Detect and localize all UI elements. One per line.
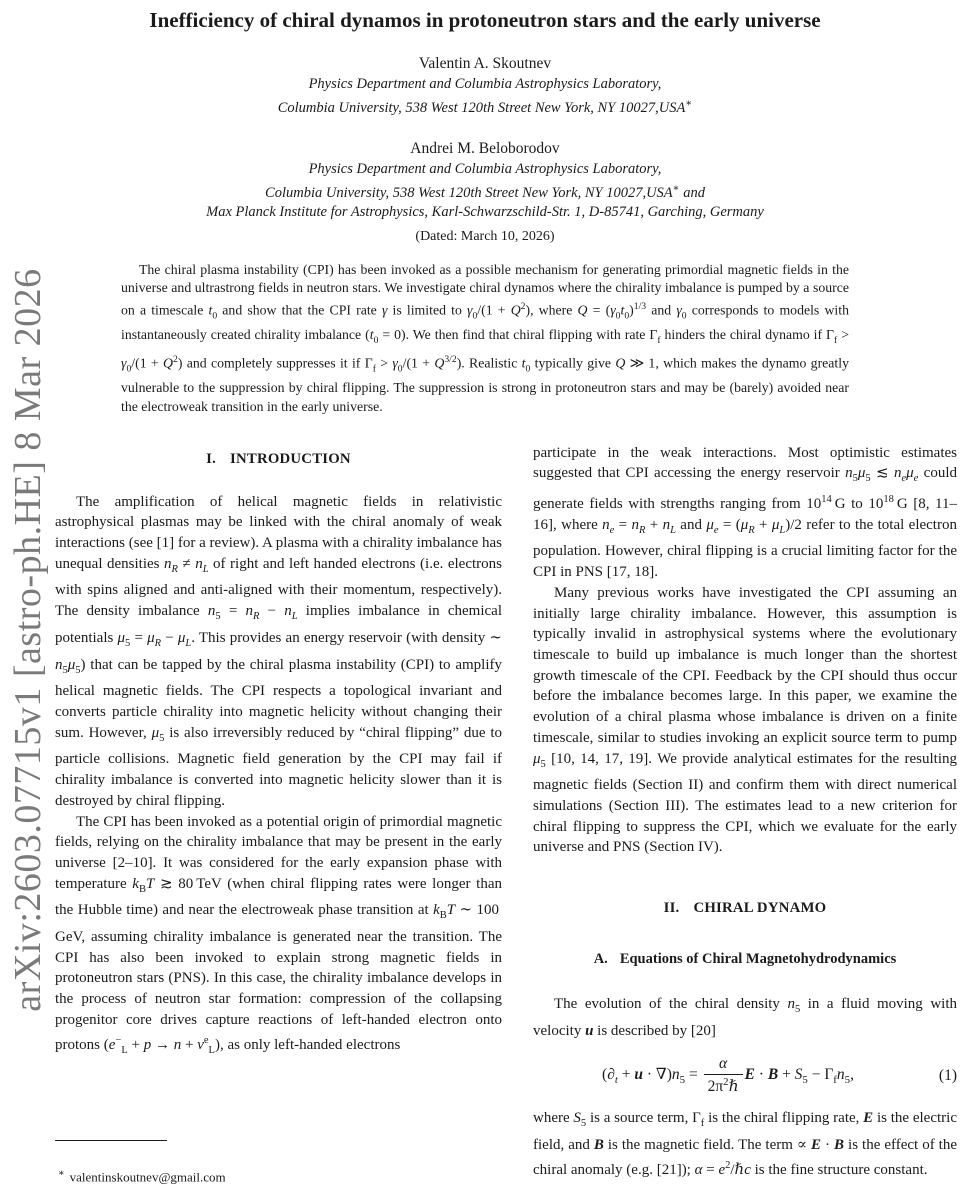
author-affiliation-2: Physics Department and Columbia Astrophysics Laboratory, Columbia University, 538 West 120th Street New York, NY 10027,USA∗ and Max Planck Institute for Astrophysics, Karl-Schwarzschild-Str. 1, D-85741, Garching, Germany [206, 160, 764, 220]
intro-paragraph-2: The CPI has been invoked as a potential origin of primordial magnetic fields, relying on the chirality imbalance that may be present in the early universe [2–10]. It was considered for the early expansion phase with temperature $k_BT$ ≳ 80 TeV (when chiral flipping rates were longer than the Hubble time) and near the electroweak phase transition at $k_BT$ ∼ 100 GeV, assuming chirality imbalance is generated near the transition. The CPI has also been invoked to explain strong magnetic fields in protoneutron stars (PNS). In this case, the chirality imbalance develops in the process of neutron star formation: compression of the collapsing progenitor core drives capture reactions of left-handed electron onto protons $(e^-_L + p \to n + \nu^e_L)$, as only left-handed electrons [55, 813, 502, 1056]
section-title: INTRODUCTION [230, 450, 351, 467]
page-title: Inefficiency of chiral dynamos in protoneutron stars and the early universe [149, 8, 821, 32]
arxiv-watermark: arXiv:2603.07715v1 [astro-ph.HE] 8 Mar 2026 [7, 268, 49, 1012]
equation-explanation-paragraph: where $S_5$ is a source term, $\Gamma_f$ is the chiral flipping rate, E is the electric field, and B is the magnetic field. The term ∝ E · B is the effect of the chiral anomaly (e.g. [21]); $\alpha = e^2/\hbar c$ is the fine structure constant. [533, 1110, 957, 1178]
section-number: II. [663, 900, 680, 917]
equation-1-number: (1) [938, 1066, 957, 1084]
left-column [55, 443, 502, 1181]
equation-1-body: $(\partial_t + u \cdot \nabla)n_5$ = $\frac{\alpha}{2\pi^2\hbar}$ $E \cdot B + S_5 - \Gamma_fn_5$, [602, 1055, 854, 1096]
author-name-2: Andrei M. Beloborodov [410, 139, 560, 157]
section-heading-introduction [55, 451, 502, 468]
author-block-2 [0, 140, 970, 222]
right-column [533, 443, 957, 1181]
author-affiliation-1: Physics Department and Columbia Astrophysics Laboratory, Columbia University, 538 West 120th Street New York, NY 10027,USA∗ [277, 76, 693, 116]
paper-header [0, 0, 970, 245]
intro-paragraph-1: The amplification of helical magnetic fields in relativistic astrophysical plasmas may be linked with the chiral anomaly of weak interactions (see [1] for a review). A plasma with a chirality imbalance has unequal densities $n_R \ne n_L$ of right and left handed electrons (i.e. electrons with spins aligned and anti-aligned with their momentum, respectively). The density imbalance $n_5 = n_R - n_L$ implies imbalance in chemical potentials $\mu_5 = \mu_R - \mu_L$. This provides an energy reservoir (with density ∼ $n_5\mu_5$) that can be tapped by the chiral plasma instability (CPI) to amplify helical magnetic fields. The CPI respects a topological invariant and converts particle chirality into magnetic helicity without changing their sum. However, $\mu_5$ is also irreversibly reduced by “chiral flipping” due to particle collisions. Magnetic field generation by the CPI may fail if chirality imbalance is converted into magnetic helicity slower than it is destroyed by chiral flipping. [55, 493, 503, 809]
equation-1 [533, 1055, 957, 1096]
footnote-email-text: valentinskoutnev@gmail.com [69, 1169, 226, 1185]
author-block-1 [0, 55, 970, 118]
author-name-1: Valentin A. Skoutnev [418, 55, 552, 72]
intro-paragraph-3: Many previous works have investigated the CPI assuming an initially large chirality imbalance. However, this assumption is typically invalid in astrophysical systems where the evolutionary timescale to build up imbalance is much longer than the shortest growth timescale of the CPI. Feedback by the CPI should thus occur before the imbalance becomes large. In this paper, we examine the evolution of a chiral plasma whose imbalance is driven on a finite timescale, similar to studies invoking an explicit source term to pump $\mu_5$ [10, 14, 17, 19]. We provide analytical estimates for the resulting magnetic fields (Section II) and confirm them with direct numerical simulations (Section III). The estimates lead to a new criterion for chiral flipping to suppress the CPI, which we evaluate for the early universe and PNS (Section IV). [533, 584, 957, 856]
section-number: I. [206, 450, 217, 467]
abstract: The chiral plasma instability (CPI) has been invoked as a possible mechanism for generating primordial magnetic fields in the universe and ultrastrong fields in neutron stars. We investigate chiral dynamos where the chirality imbalance is pumped by a source on a timescale $t_0$ and show that the CPI rate γ is limited to $\gamma_0/(1 + Q^2)$, where $Q = (\gamma_0t_0)^{1/3}$ and $\gamma_0$ corresponds to models with instantaneously created chirality imbalance $(t_0 = 0)$. We then find that chiral flipping with rate $\Gamma_f$ hinders the chiral dynamo if $\Gamma_f > \gamma_0/(1 + Q^2)$ and completely suppresses it if $\Gamma_f > \gamma_0/(1 + Q^{3/2})$. Realistic $t_0$ typically give Q ≫ 1, which makes the dynamo greatly vulnerable to the suppression by chiral flipping. The suppression is strong in protoneutron stars and may be (barely) avoided near the electroweak transition in the early universe. [121, 261, 849, 414]
subsection-heading-equations [533, 951, 957, 968]
section-title: CHIRAL DYNAMO [693, 900, 827, 917]
dateline: (Dated: March 10, 2026) [415, 228, 555, 244]
subsection-title: Equations of Chiral Magnetohydrodynamics [619, 951, 897, 968]
equation-intro-paragraph: The evolution of the chiral density $n_5$ in a fluid moving with velocity u is described by [20] [533, 996, 957, 1039]
two-column-body [55, 443, 957, 1181]
footnote-marker: ∗ [58, 1168, 65, 1179]
subsection-number: A. [593, 951, 608, 968]
intro-paragraph-continuation: participate in the weak interactions. Most optimistic estimates suggested that CPI accessing the energy reservoir $n_5\mu_5$ ≲ $n_e\mu_e$ could generate fields with strengths ranging from $10^{14}$ G to $10^{18}$ G [8, 11–16], where $n_e = n_R + n_L$ and $\mu_e = (\mu_R + \mu_L)/2$ refer to the total electron population. However, chiral flipping is a crucial limiting factor for the CPI in PNS [17, 18]. [533, 444, 957, 581]
section-heading-chiral-dynamo [533, 900, 957, 917]
footnote-email [58, 1168, 226, 1185]
footnote-rule [55, 1140, 167, 1141]
